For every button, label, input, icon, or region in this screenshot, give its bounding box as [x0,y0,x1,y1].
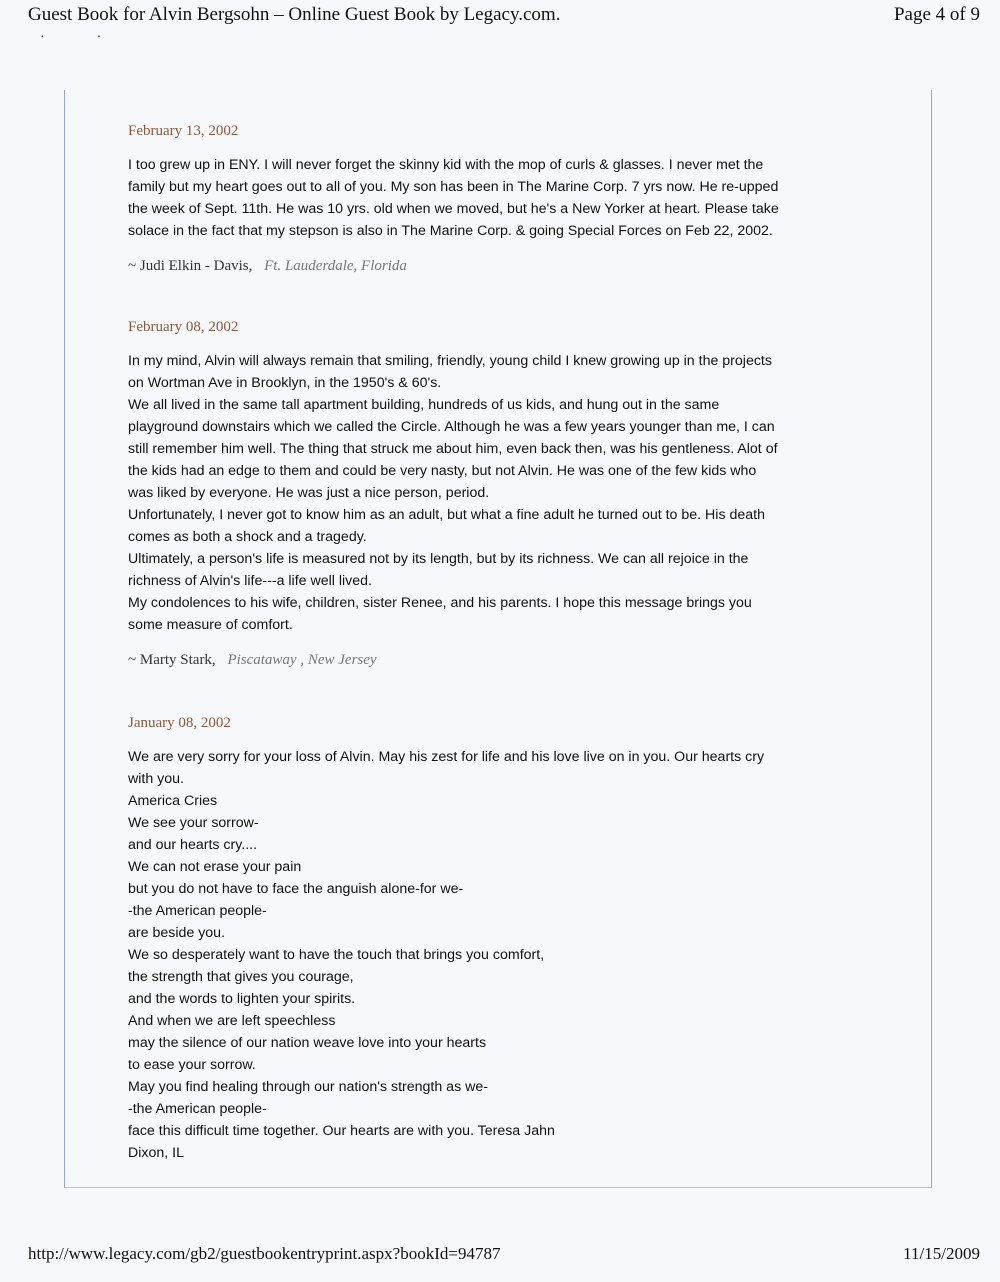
message-line: We so desperately want to have the touch that brings you comfort, [128,947,545,963]
message-line: are beside you. [128,925,226,941]
entry-location: Piscataway , New Jersey [227,652,377,668]
message-line: and our hearts cry.... [128,837,258,853]
message-line: And when we are left speechless [128,1013,336,1029]
message-line: -the American people- [128,903,267,919]
entry-signature [128,652,868,669]
message-line: was liked by everyone. He was just a nice person, period. [128,485,490,501]
message-line: playground downstairs which we called the Circle. Although he was a few years younger than me, I can [128,419,775,435]
entry-date: February 08, 2002 [128,319,239,335]
message-line: We are very sorry for your loss of Alvin. May his zest for life and his love live on in you. Our hearts cry [128,749,765,765]
message-line: the strength that gives you courage, [128,969,354,985]
message-line: May you find healing through our nation's strength as we- [128,1079,488,1095]
message-line: may the silence of our nation weave love into your hearts [128,1035,487,1051]
entry-message [128,154,868,242]
message-line: comes as both a shock and a tragedy. [128,529,367,545]
message-line: solace in the fact that my stepson is also in The Marine Corp. & going Special Forces on Feb 22, 2002. [128,223,773,239]
message-line: and the words to lighten your spirits. [128,991,356,1007]
message-line: but you do not have to face the anguish alone-for we- [128,881,464,897]
message-line: on Wortman Ave in Brooklyn, in the 1950's & 60's. [128,375,442,391]
message-line: family but my heart goes out to all of you. My son has been in The Marine Corp. 7 yrs now. He re-upped [128,179,779,195]
message-line: to ease your sorrow. [128,1057,256,1073]
page-number: Page 4 of 9 [893,4,980,25]
print-footer-date: 11/15/2009 [903,1244,980,1263]
message-line: the kids had an edge to them and could be very nasty, but not Alvin. He was one of the few kids who [128,463,757,479]
entry-signature [128,258,868,275]
message-line: I too grew up in ENY. I will never forget the skinny kid with the mop of curls & glasses. I never met the [128,157,764,173]
entry-date: February 13, 2002 [128,123,239,139]
guestbook-entry [128,715,868,1164]
message-line: Dixon, IL [128,1145,184,1161]
message-line: still remember him well. The thing that struck me about him, even back then, was his gentleness. Alot of [128,441,778,457]
entry-location: Ft. Lauderdale, Florida [264,258,407,274]
entry-message [128,350,868,636]
message-line: We all lived in the same tall apartment building, hundreds of us kids, and hung out in the same [128,397,720,413]
entry-author: ~ Marty Stark, [128,652,216,668]
message-line: -the American people- [128,1101,267,1117]
guestbook-entry [128,319,868,669]
message-line: face this difficult time together. Our hearts are with you. Teresa Jahn [128,1123,555,1139]
print-footer-url: http://www.legacy.com/gb2/guestbookentryprint.aspx?bookId=94787 [28,1244,501,1263]
entry-date: January 08, 2002 [128,715,231,731]
message-line: with you. [128,771,184,787]
message-line: We can not erase your pain [128,859,302,875]
print-header-title: Guest Book for Alvin Bergsohn – Online Guest Book by Legacy.com. [28,4,561,25]
message-line: Ultimately, a person's life is measured not by its length, but by its richness. We can all rejoice in the [128,551,749,567]
guestbook-entry [128,123,868,275]
message-line: My condolences to his wife, children, sister Renee, and his parents. I hope this message brings you [128,595,752,611]
message-line: America Cries [128,793,218,809]
message-line: some measure of comfort. [128,617,293,633]
entry-message [128,746,868,1164]
entry-author: ~ Judi Elkin - Davis, [128,258,253,274]
message-line: In my mind, Alvin will always remain that smiling, friendly, young child I knew growing up in the projects [128,353,772,369]
message-line: richness of Alvin's life---a life well lived. [128,573,372,589]
scan-dots: ·· [40,30,154,45]
message-line: the week of Sept. 11th. He was 10 yrs. old when we moved, but he's a New Yorker at heart. Please take [128,201,779,217]
message-line: Unfortunately, I never got to know him as an adult, but what a fine adult he turned out to be. His death [128,507,765,523]
message-line: We see your sorrow- [128,815,259,831]
